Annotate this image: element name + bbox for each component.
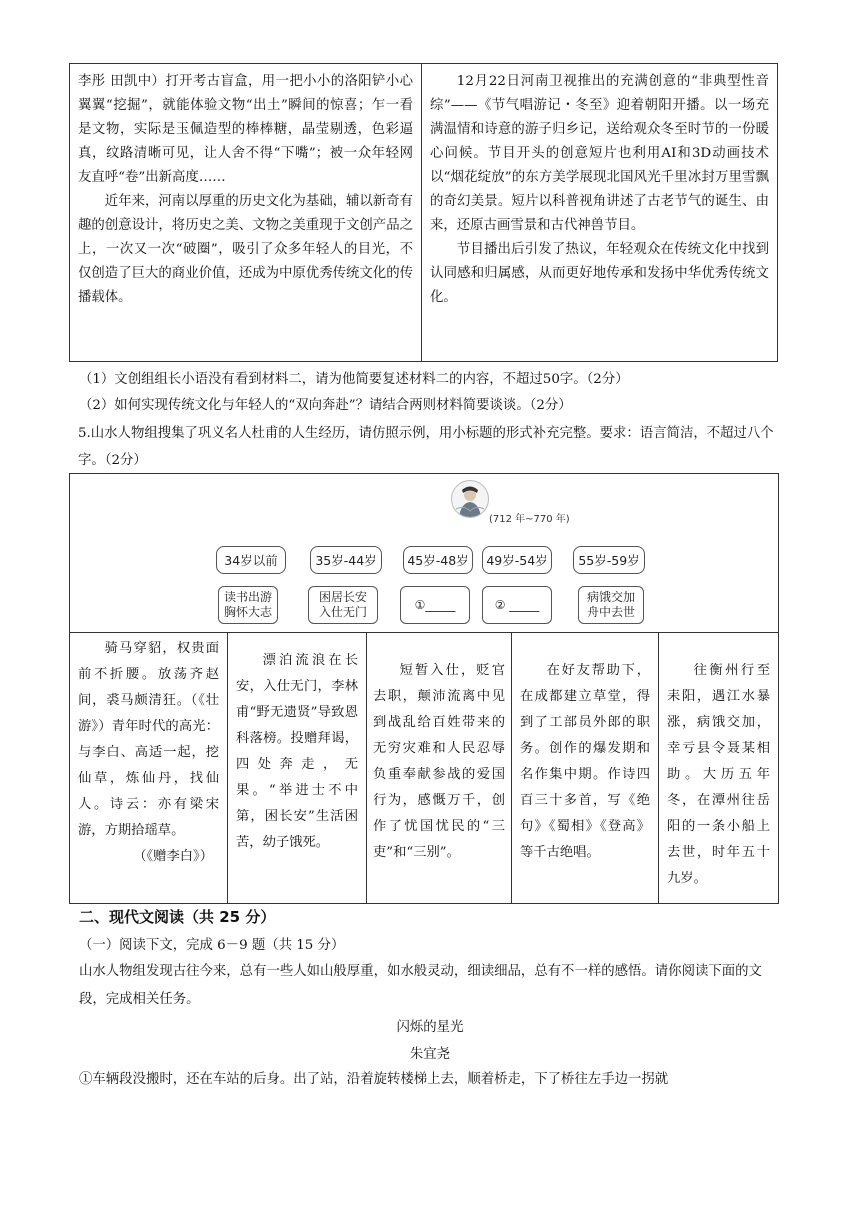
age-box-5: 55岁-59岁 <box>573 546 645 574</box>
timeline-diagram <box>70 474 778 633</box>
question-5: 5.山水人物组搜集了巩义名人杜甫的人生经历，请仿照示例，用小标题的形式补充完整。要求：语言简洁，不超过八个字。（2分） <box>78 426 774 468</box>
section-subtitle: （一）阅读下文，完成 6－9 题（共 15 分） <box>79 938 345 953</box>
biography-column-1-text: 骑马穿貂，权贵面前不折腰。放荡齐赵间，裘马颇清狂。（《壮游》）青年时代的高光：与李白、高适一起，挖仙草，炼仙丹，找仙人。诗云：亦有梁宋游，方期拾瑶草。 <box>78 641 219 838</box>
material-one-paragraph-1: 李彤 田凯中）打开考古盲盒，用一把小小的洛阳铲小心翼翼“挖掘”，就能体验文物“出土”瞬间的惊喜；乍一看是文物，实际是玉佩造型的棒棒糖，晶莹剔透，色彩逼真，纹路清晰可见，让人舍不得“下嘴”；被一众年轻网友直呼“卷”出新高度…… <box>78 74 413 185</box>
article-title: 闪烁的星光 <box>396 1020 464 1035</box>
event-box-1: 读书出游 胸怀大志 <box>218 586 278 624</box>
material-table <box>69 63 778 362</box>
age-box-2: 35岁-44岁 <box>310 546 382 574</box>
event-blank-1[interactable]: ①_____ <box>400 586 470 624</box>
biography-column-4-text: 在好友帮助下，在成都建立草堂，得到了工部员外郎的职务。创作的爆发期和名作集中期。作诗四百三十多首，写《绝句》《蜀相》《登高》等千古绝唱。 <box>520 663 650 860</box>
lifespan-label: (712 年~770 年) <box>489 514 570 525</box>
biography-column-1-source: （《赠李白》） <box>133 849 213 864</box>
section-intro: 山水人物组发现古往今来，总有一些人如山般厚重，如水般灵动，细读细品，总有不一样的感悟。请你阅读下面的文段，完成相关任务。 <box>79 964 762 1007</box>
event-blank-2[interactable]: ② _____ <box>482 586 552 624</box>
age-box-3: 45岁-48岁 <box>403 546 473 574</box>
dufu-portrait-image <box>451 480 489 518</box>
age-box-1: 34岁以前 <box>216 546 286 574</box>
biography-column-3-text: 短暂入仕，贬官去职，颠沛流离中见到战乱给百姓带来的无穷灾难和人民忍辱负重奉献参战的爱国行为，感慨万千，创作了忧国忧民的“三吏”和“三别”。 <box>373 663 505 860</box>
question-2: （2）如何实现传统文化与年轻人的“双向奔赴”？请结合两则材料简要谈谈。（2分） <box>79 398 572 413</box>
section-title: 二、现代文阅读（共 25 分） <box>79 908 276 926</box>
material-two-cell <box>422 64 777 361</box>
material-two-paragraph-2: 节目播出后引发了热议，年轻观众在传统文化中找到认同感和归属感，从而更好地传承和发扬中华优秀传统文化。 <box>430 242 769 305</box>
biography-column-1 <box>70 632 227 903</box>
article-author: 朱宜尧 <box>409 1047 451 1062</box>
article-paragraph-1: ①车辆段没搬时，还在车站的后身。出了站，沿着旋转楼梯上去，顺着桥走，下了桥往左手边一拐就 <box>79 1072 669 1087</box>
biography-columns <box>70 632 778 903</box>
biography-column-4 <box>511 632 658 903</box>
event-box-2: 困居长安 入仕无门 <box>308 586 378 624</box>
dufu-biography-table <box>69 473 779 904</box>
material-one-paragraph-2: 近年来，河南以厚重的历史文化为基础，辅以新奇有趣的创意设计，将历史之美、文物之美重现于文创产品之上，一次又一次“破圈”，吸引了众多年轻人的目光，不仅创造了巨大的商业价值，还成为中原优秀传统文化的传播载体。 <box>78 194 413 305</box>
biography-column-3 <box>366 632 511 903</box>
biography-column-2 <box>227 632 366 903</box>
event-box-5: 病饿交加 舟中去世 <box>578 586 644 624</box>
question-1: （1）文创组组长小语没有看到材料二，请为他简要复述材料二的内容，不超过50字。（2分） <box>79 372 629 387</box>
material-one-cell <box>70 64 422 361</box>
biography-column-2-text: 漂泊流浪在长安，入仕无门，李林甫“野无遗贤”导致恩科落榜。投赠拜谒，四处奔走，无果。“举进士不中第，困长安”生活困苦，幼子饿死。 <box>236 653 358 850</box>
material-two-paragraph-1: 12月22日河南卫视推出的充满创意的“非典型性音综”——《节气唱游记・冬至》迎着朝阳开播。以一场充满温情和诗意的游子归乡记，送给观众冬至时节的一份暖心问候。节目开头的创意短片也利用AI和3D动画技术以“烟花绽放”的东方美学展现北国风光千里冰封万里雪飘的奇幻美景。短片以科普视角讲述了古老节气的诞生、由来，还原古画雪景和古代神兽节目。 <box>430 74 769 233</box>
age-box-4: 49岁-54岁 <box>482 546 552 574</box>
biography-column-5-text: 往衡州行至耒阳，遇江水暴涨，病饿交加，幸亏县令聂某相助。大历五年冬，在潭州往岳阳的一条小船上去世，时年五十九岁。 <box>667 663 770 886</box>
biography-column-5 <box>658 632 778 903</box>
